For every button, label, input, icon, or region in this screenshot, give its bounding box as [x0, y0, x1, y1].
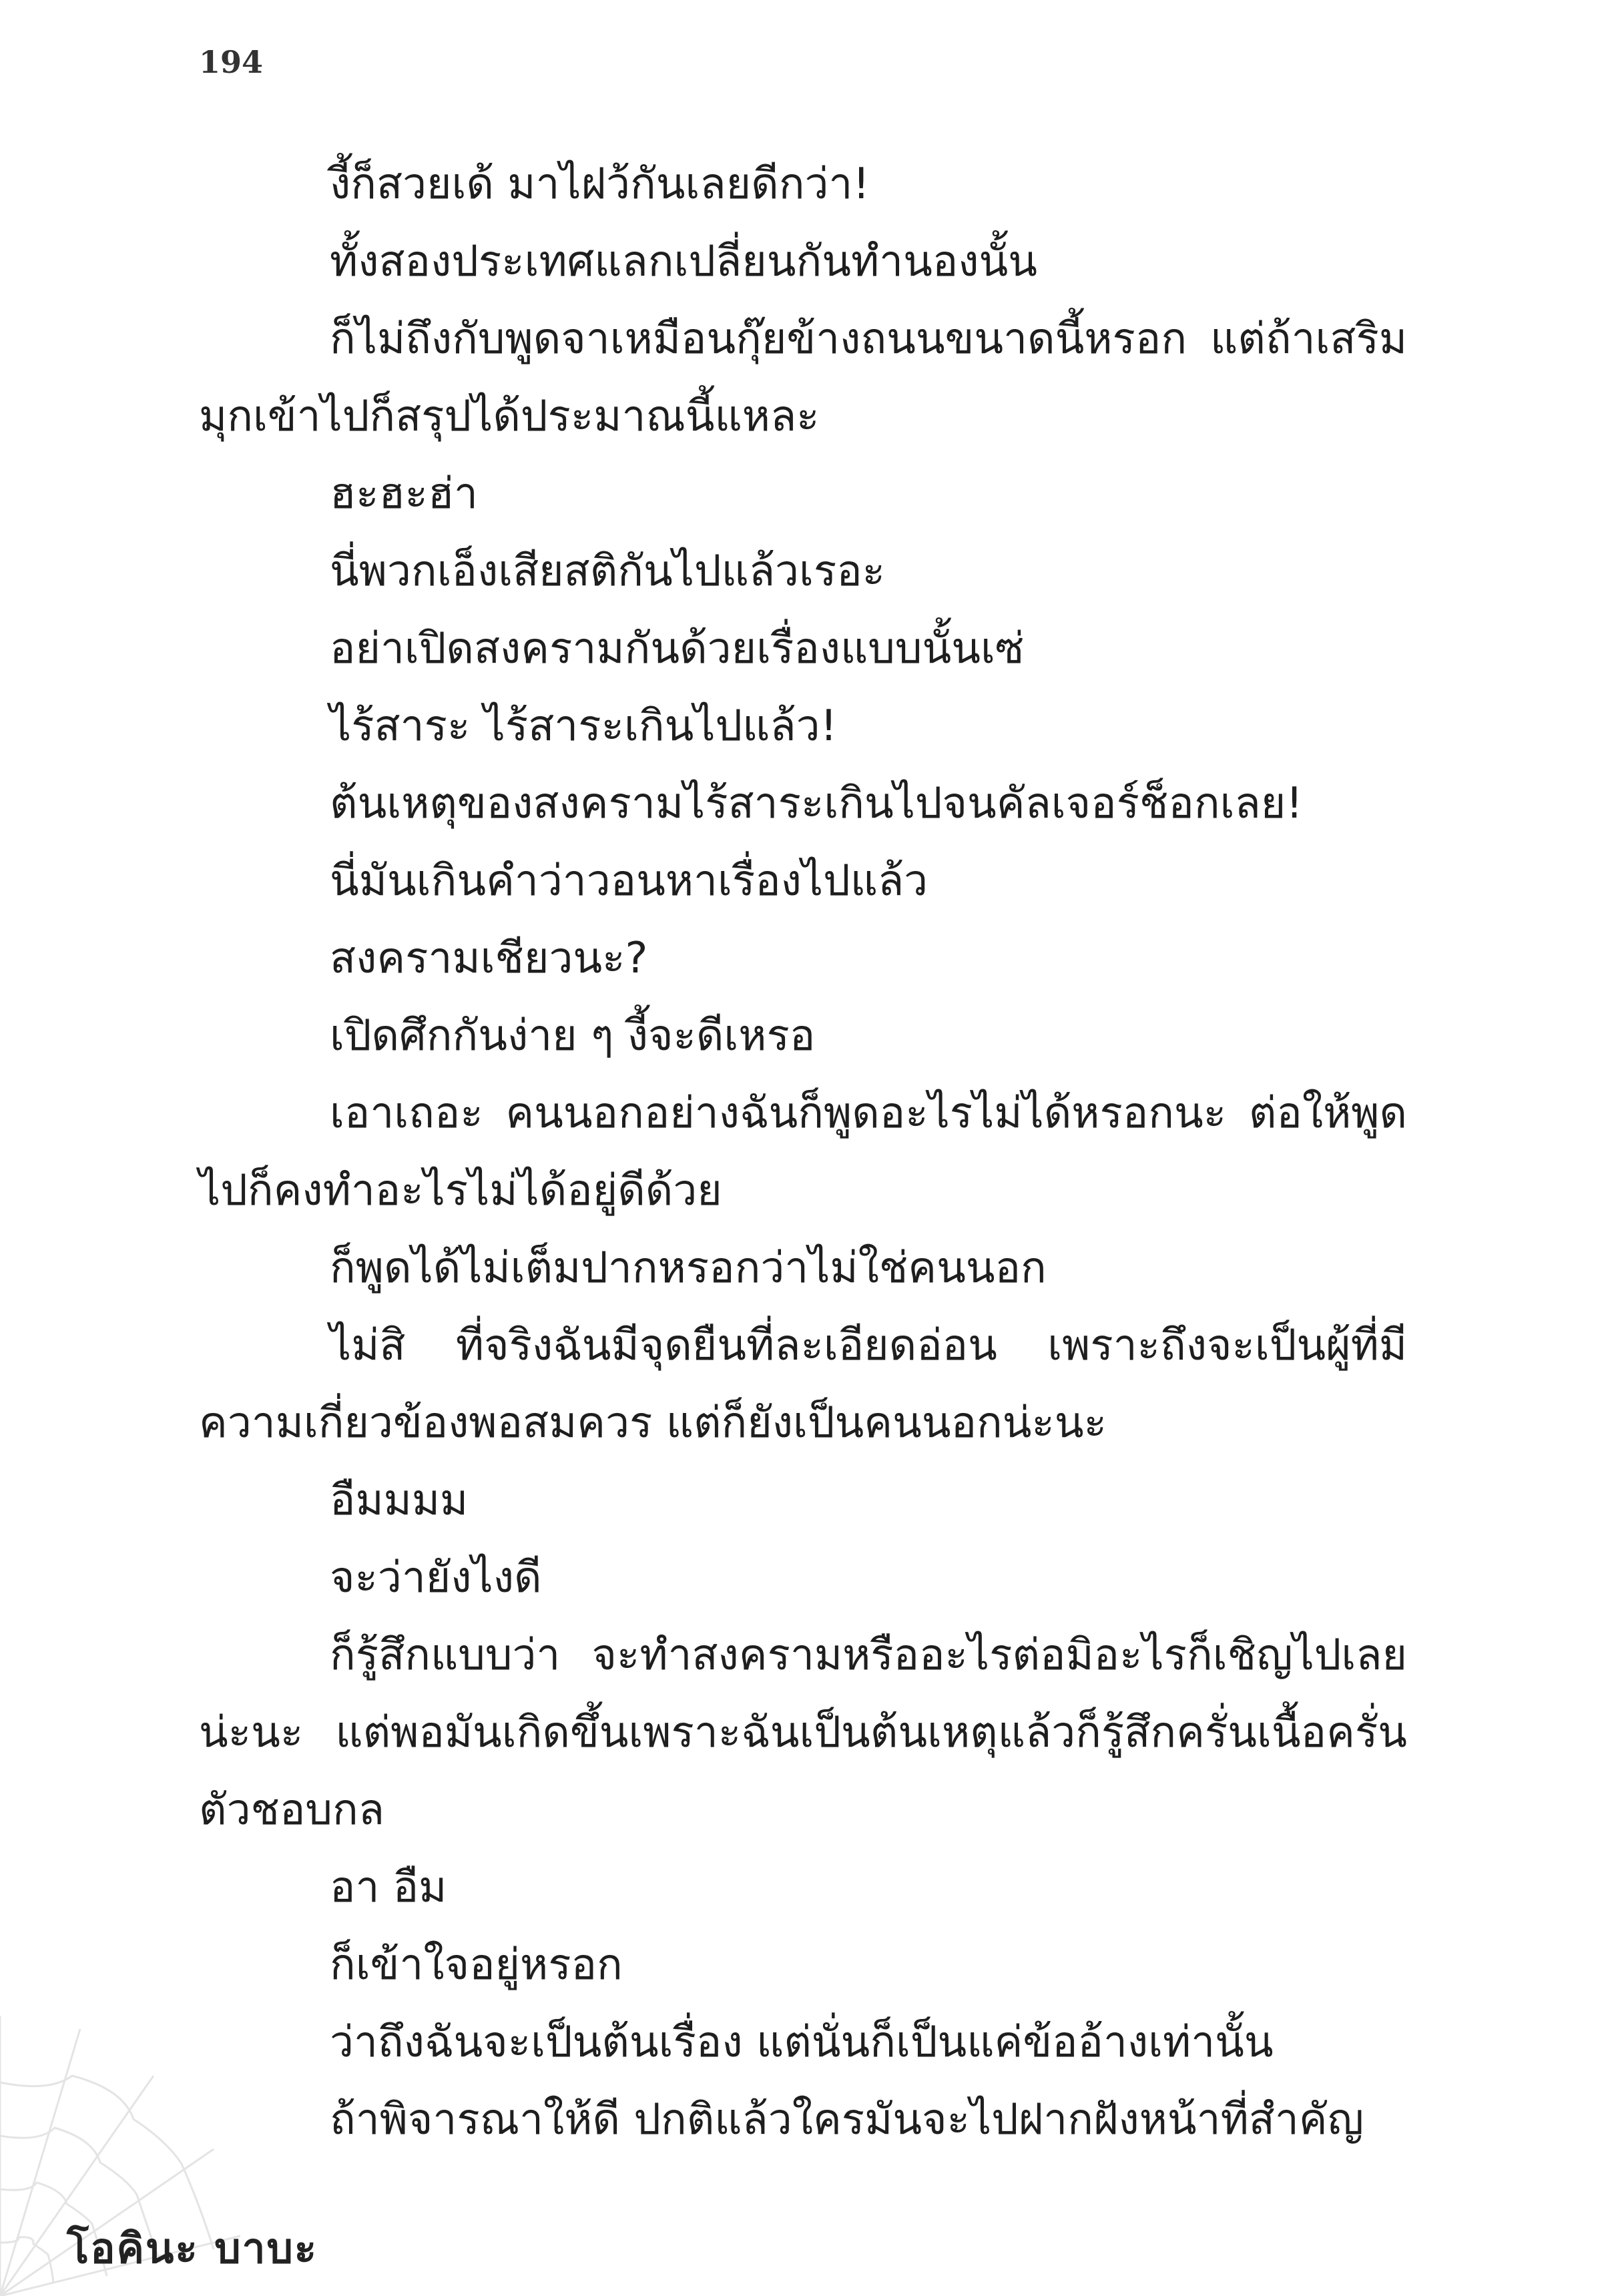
paragraph: เอาเถอะ คนนอกอย่างฉันก็พูดอะไรไม่ได้หรอกนะ ต่อให้พูดไปก็คงทำอะไรไม่ได้อยู่ดีด้วย — [199, 1089, 1407, 1215]
paragraph: สงครามเชียวนะ? — [330, 934, 648, 983]
footer-author: โอคินะ บาบะ — [67, 2224, 318, 2273]
paragraph: อา อืม — [330, 1863, 447, 1912]
paragraph: จะว่ายังไงดี — [330, 1553, 542, 1603]
paragraph: นี่พวกเอ็งเสียสติกันไปแล้วเรอะ — [330, 547, 886, 596]
paragraph: นี่มันเกินคำว่าวอนหาเรื่องไปแล้ว — [330, 856, 928, 906]
paragraph: ต้นเหตุของสงครามไร้สาระเกินไปจนคัลเจอร์ช็อกเลย! — [330, 779, 1303, 828]
paragraph: ว่าถึงฉันจะเป็นต้นเรื่อง แต่นั่นก็เป็นแค่ข้ออ้างเท่านั้น — [330, 2018, 1274, 2067]
body-text — [199, 146, 1407, 2159]
paragraph: เปิดศึกกันง่าย ๆ งี้จะดีเหรอ — [330, 1011, 816, 1061]
paragraph: ฮะฮะฮ่า — [330, 469, 478, 519]
paragraph: ก็รู้สึกแบบว่า จะทำสงครามหรืออะไรต่อมิอะไรก็เชิญไปเลยน่ะนะ แต่พอมันเกิดขึ้นเพราะฉันเป็นต้นเหตุแล้วก็รู้สึกครั่นเนื้อครั่นตัวชอบกล — [199, 1631, 1407, 1835]
paragraph: ไร้สาระ ไร้สาระเกินไปแล้ว! — [330, 701, 838, 751]
paragraph: ก็ไม่ถึงกับพูดจาเหมือนกุ๊ยข้างถนนขนาดนี้หรอก แต่ถ้าเสริมมุกเข้าไปก็สรุปได้ประมาณนี้แหละ — [199, 314, 1407, 441]
page-number: 194 — [199, 44, 264, 80]
paragraph: อย่าเปิดสงครามกันด้วยเรื่องแบบนั้นเซ่ — [330, 624, 1025, 673]
paragraph: งี้ก็สวยเด้ มาไฝว้กันเลยดีกว่า! — [330, 160, 870, 209]
paragraph: ก็พูดได้ไม่เต็มปากหรอกว่าไม่ใช่คนนอก — [330, 1243, 1047, 1293]
paragraph: อืมมมม — [330, 1476, 469, 1525]
paragraph: ทั้งสองประเทศแลกเปลี่ยนกันทำนองนั้น — [330, 237, 1037, 286]
paragraph: ก็เข้าใจอยู่หรอก — [330, 1940, 623, 1990]
paragraph: ถ้าพิจารณาให้ดี ปกติแล้วใครมันจะไปฝากฝังหน้าที่สำคัญ — [330, 2095, 1364, 2144]
paragraph: ไม่สิ ที่จริงฉันมีจุดยืนที่ละเอียดอ่อน เพราะถึงจะเป็นผู้ที่มีความเกี่ยวข้องพอสมควร แต่ก็ยังเป็นคนนอกน่ะนะ — [199, 1321, 1407, 1448]
